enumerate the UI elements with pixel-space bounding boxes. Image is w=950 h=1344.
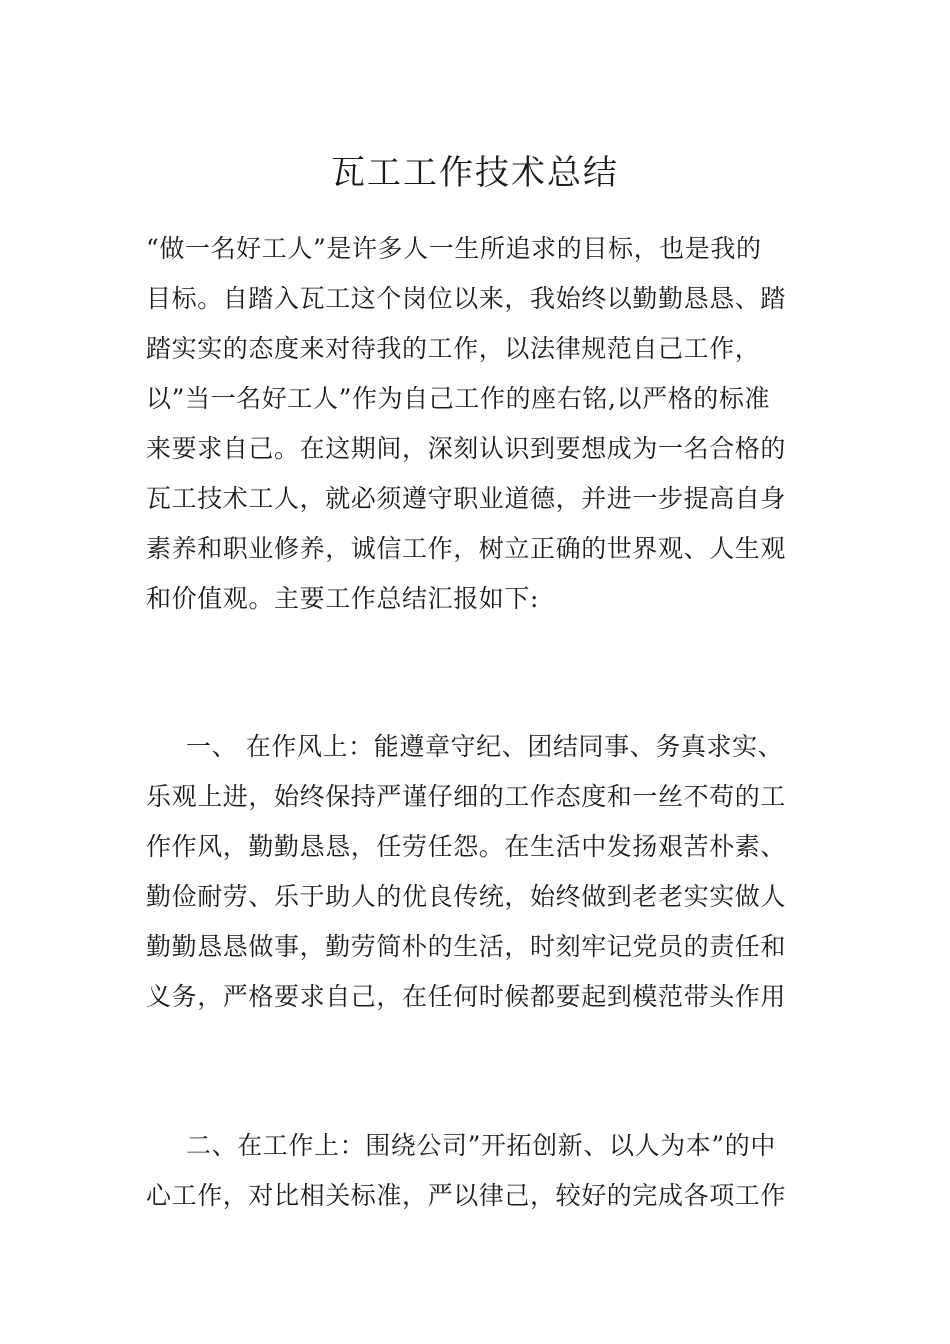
document-title: 瓦工工作技术总结 [331, 152, 619, 193]
paragraph-intro [146, 224, 806, 624]
paragraph-line: 勤勤恳恳做事，勤劳简朴的生活，时刻牢记党员的责任和 [146, 932, 787, 961]
paragraph-line: 和价值观。主要工作总结汇报如下: [146, 584, 540, 613]
paragraph-line: 以”当一名好工人”作为自己工作的座右铭,以严格的标准 [146, 384, 771, 413]
paragraph-line: 一、 在作风上：能遵章守纪、团结同事、务真求实、 [186, 732, 784, 761]
paragraph-line: 作作风，勤勤恳恳，任劳任怨。在生活中发扬艰苦朴素、 [146, 832, 787, 861]
paragraph-line: 义务，严格要求自己，在任何时候都要起到模范带头作用 [146, 982, 787, 1011]
paragraph-line: “做一名好工人”是许多人一生所追求的目标，也是我的 [146, 234, 762, 263]
paragraph-line: 素养和职业修养，诚信工作，树立正确的世界观、人生观 [146, 534, 787, 563]
paragraph-line: 踏实实的态度来对待我的工作，以法律规范自己工作， [146, 334, 761, 363]
paragraph-line: 乐观上进，始终保持严谨仔细的工作态度和一丝不苟的工 [146, 782, 787, 811]
paragraph-line: 勤俭耐劳、乐于助人的优良传统，始终做到老老实实做人 [146, 882, 787, 911]
paragraph-line: 瓦工技术工人，就必须遵守职业道德，并进一步提高自身 [146, 484, 787, 513]
paragraph-section-one [146, 722, 806, 1022]
paragraph-line: 目标。自踏入瓦工这个岗位以来，我始终以勤勤恳恳、踏 [146, 284, 787, 313]
paragraph-line: 二、在工作上：围绕公司”开拓创新、以人为本”的中 [186, 1131, 776, 1160]
paragraph-section-two [146, 1121, 806, 1221]
paragraph-line: 来要求自己。在这期间，深刻认识到要想成为一名合格的 [146, 434, 787, 463]
paragraph-line: 心工作，对比相关标准，严以律己，较好的完成各项工作 [146, 1181, 787, 1210]
